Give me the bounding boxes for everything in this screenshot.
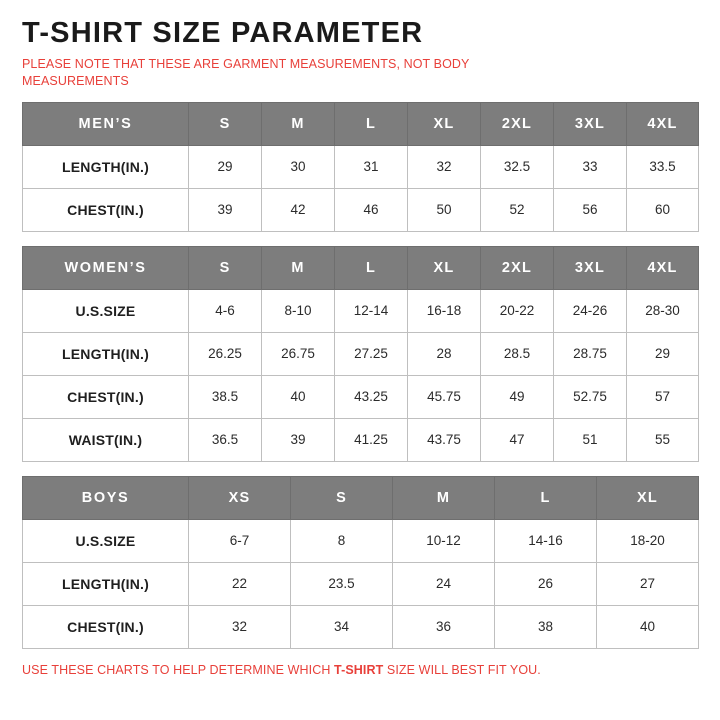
column-header: BOYS: [23, 476, 189, 519]
table-cell: 31: [335, 145, 408, 188]
row-label: CHEST(IN.): [23, 605, 189, 648]
column-header: WOMEN’S: [23, 246, 189, 289]
footer-text-before: USE THESE CHARTS TO HELP DETERMINE WHICH: [22, 662, 335, 677]
table-cell: 33.5: [627, 145, 699, 188]
table-cell: 26.25: [189, 332, 262, 375]
table-cell: 38: [495, 605, 597, 648]
table-cell: 26: [495, 562, 597, 605]
table-row: [23, 289, 699, 332]
table-cell: 45.75: [408, 375, 481, 418]
table-cell: 4-6: [189, 289, 262, 332]
column-header: S: [189, 102, 262, 145]
column-header: XS: [189, 476, 291, 519]
row-label: LENGTH(IN.): [23, 332, 189, 375]
table-cell: 42: [262, 188, 335, 231]
table-cell: 41.25: [335, 418, 408, 461]
column-header: S: [189, 246, 262, 289]
row-label: WAIST(IN.): [23, 418, 189, 461]
column-header: 4XL: [627, 246, 699, 289]
table-cell: 10-12: [393, 519, 495, 562]
table-row: [23, 418, 699, 461]
column-header: S: [291, 476, 393, 519]
table-cell: 28.75: [554, 332, 627, 375]
column-header: MEN’S: [23, 102, 189, 145]
footer-text-bold: T-SHIRT: [334, 662, 384, 677]
table-header-row: [23, 476, 699, 519]
mens-size-table: [22, 102, 699, 232]
table-cell: 60: [627, 188, 699, 231]
boys-size-table: [22, 476, 699, 649]
column-header: XL: [408, 102, 481, 145]
table-row: [23, 562, 699, 605]
table-row: [23, 188, 699, 231]
column-header: XL: [597, 476, 699, 519]
table-cell: 32: [189, 605, 291, 648]
column-header: L: [335, 246, 408, 289]
table-cell: 6-7: [189, 519, 291, 562]
column-header: XL: [408, 246, 481, 289]
table-cell: 29: [627, 332, 699, 375]
measurement-note: PLEASE NOTE THAT THESE ARE GARMENT MEASUREMENTS, NOT BODY MEASUREMENTS: [22, 56, 470, 88]
row-label: U.S.SIZE: [23, 289, 189, 332]
table-cell: 27: [597, 562, 699, 605]
column-header: 2XL: [481, 102, 554, 145]
table-cell: 38.5: [189, 375, 262, 418]
table-cell: 51: [554, 418, 627, 461]
table-cell: 57: [627, 375, 699, 418]
table-cell: 40: [597, 605, 699, 648]
table-cell: 16-18: [408, 289, 481, 332]
table-cell: 46: [335, 188, 408, 231]
row-label: CHEST(IN.): [23, 375, 189, 418]
womens-size-table: [22, 246, 699, 462]
table-cell: 47: [481, 418, 554, 461]
table-cell: 28-30: [627, 289, 699, 332]
column-header: M: [262, 102, 335, 145]
row-label: LENGTH(IN.): [23, 145, 189, 188]
table-row: [23, 375, 699, 418]
row-label: CHEST(IN.): [23, 188, 189, 231]
row-label: U.S.SIZE: [23, 519, 189, 562]
column-header: 4XL: [627, 102, 699, 145]
table-cell: 52.75: [554, 375, 627, 418]
table-header-row: [23, 246, 699, 289]
table-cell: 55: [627, 418, 699, 461]
column-header: 3XL: [554, 246, 627, 289]
table-cell: 39: [189, 188, 262, 231]
table-cell: 28.5: [481, 332, 554, 375]
table-cell: 32: [408, 145, 481, 188]
table-cell: 36: [393, 605, 495, 648]
column-header: M: [262, 246, 335, 289]
table-cell: 56: [554, 188, 627, 231]
footer-note: [22, 663, 698, 677]
table-cell: 8-10: [262, 289, 335, 332]
page-title: T-SHIRT SIZE PARAMETER: [22, 17, 424, 49]
table-cell: 12-14: [335, 289, 408, 332]
table-cell: 36.5: [189, 418, 262, 461]
table-cell: 49: [481, 375, 554, 418]
column-header: 2XL: [481, 246, 554, 289]
table-cell: 43.75: [408, 418, 481, 461]
table-row: [23, 332, 699, 375]
column-header: L: [335, 102, 408, 145]
table-cell: 27.25: [335, 332, 408, 375]
table-cell: 20-22: [481, 289, 554, 332]
column-header: M: [393, 476, 495, 519]
table-cell: 22: [189, 562, 291, 605]
column-header: 3XL: [554, 102, 627, 145]
table-cell: 50: [408, 188, 481, 231]
column-header: L: [495, 476, 597, 519]
table-cell: 14-16: [495, 519, 597, 562]
table-row: [23, 519, 699, 562]
table-cell: 43.25: [335, 375, 408, 418]
table-row: [23, 145, 699, 188]
table-cell: 28: [408, 332, 481, 375]
table-cell: 24-26: [554, 289, 627, 332]
table-cell: 30: [262, 145, 335, 188]
row-label: LENGTH(IN.): [23, 562, 189, 605]
table-cell: 26.75: [262, 332, 335, 375]
table-cell: 18-20: [597, 519, 699, 562]
table-cell: 8: [291, 519, 393, 562]
footer-text-after: SIZE WILL BEST FIT YOU.: [383, 662, 541, 677]
table-cell: 40: [262, 375, 335, 418]
table-cell: 39: [262, 418, 335, 461]
table-cell: 23.5: [291, 562, 393, 605]
table-cell: 34: [291, 605, 393, 648]
table-cell: 24: [393, 562, 495, 605]
table-cell: 33: [554, 145, 627, 188]
table-header-row: [23, 102, 699, 145]
table-cell: 32.5: [481, 145, 554, 188]
table-cell: 29: [189, 145, 262, 188]
table-row: [23, 605, 699, 648]
table-cell: 52: [481, 188, 554, 231]
